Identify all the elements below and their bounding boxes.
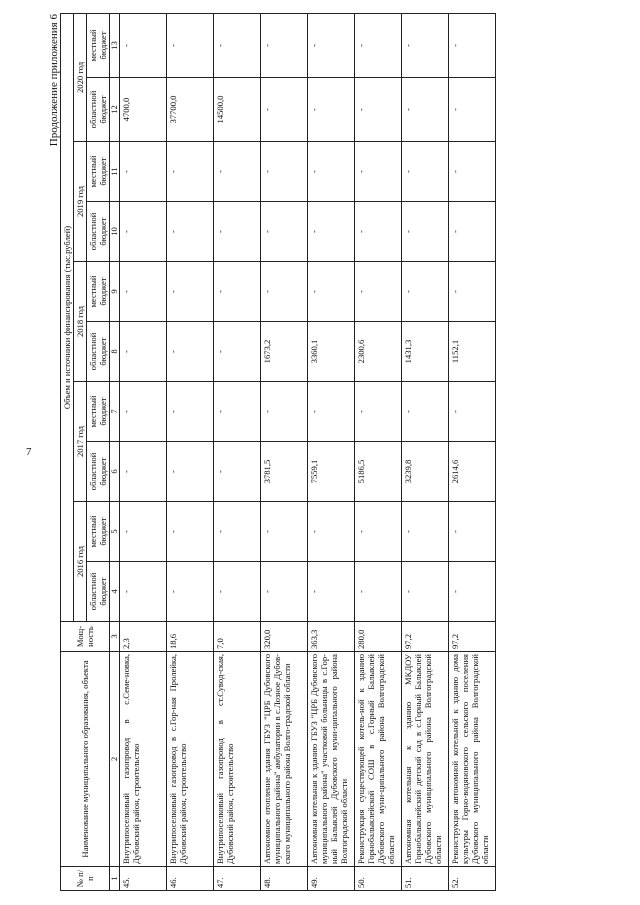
- funding-value: -: [214, 322, 261, 382]
- header-name: Наименование муниципального образования, объекта: [61, 652, 110, 867]
- funding-value: -: [261, 502, 308, 562]
- funding-value: -: [120, 562, 167, 622]
- funding-value: -: [355, 502, 402, 562]
- funding-value: 2614,6: [449, 442, 496, 502]
- funding-value: -: [214, 13, 261, 77]
- funding-value: 2300,6: [355, 322, 402, 382]
- table-body: [120, 13, 496, 890]
- table-row: [214, 13, 261, 890]
- funding-value: -: [167, 502, 214, 562]
- object-power: 363,3: [308, 622, 355, 652]
- funding-value: -: [355, 202, 402, 262]
- header-regional: областной бюджет: [87, 442, 110, 502]
- funding-value: -: [167, 13, 214, 77]
- table-row: [308, 13, 355, 890]
- header-year: 2016 год: [74, 502, 87, 622]
- funding-value: -: [214, 502, 261, 562]
- row-number: 51.: [402, 867, 449, 891]
- funding-value: 3360,1: [308, 322, 355, 382]
- header-year: 2017 год: [74, 382, 87, 502]
- funding-value: 37700,0: [167, 78, 214, 142]
- funding-value: -: [355, 262, 402, 322]
- column-number: 12: [110, 78, 120, 142]
- funding-value: 4700,0: [120, 78, 167, 142]
- header-local: местный бюджет: [87, 382, 110, 442]
- column-number: 7: [110, 382, 120, 442]
- column-number: 9: [110, 262, 120, 322]
- funding-value: -: [214, 202, 261, 262]
- funding-value: -: [308, 13, 355, 77]
- funding-value: -: [355, 13, 402, 77]
- funding-value: 1431,3: [402, 322, 449, 382]
- funding-value: -: [308, 78, 355, 142]
- header-local: местный бюджет: [87, 262, 110, 322]
- funding-value: -: [449, 562, 496, 622]
- row-number: 45.: [120, 867, 167, 891]
- funding-value: -: [167, 202, 214, 262]
- funding-value: -: [402, 142, 449, 202]
- row-number: 52.: [449, 867, 496, 891]
- funding-value: -: [214, 382, 261, 442]
- funding-value: -: [355, 142, 402, 202]
- funding-value: -: [214, 442, 261, 502]
- funding-value: -: [355, 78, 402, 142]
- row-number: 48.: [261, 867, 308, 891]
- header-power: Мощ-ность: [61, 622, 110, 652]
- object-power: 2,3: [120, 622, 167, 652]
- funding-value: -: [308, 562, 355, 622]
- funding-value: -: [261, 562, 308, 622]
- funding-value: -: [261, 78, 308, 142]
- funding-value: -: [308, 262, 355, 322]
- funding-value: -: [261, 142, 308, 202]
- object-name: Внутрипоселковый газопровод в с.Гор-ная Пролейка, Дубовский район, строительство: [167, 652, 214, 867]
- column-number: 1: [110, 867, 120, 891]
- column-number: 13: [110, 13, 120, 77]
- funding-value: -: [120, 442, 167, 502]
- funding-value: 14500,0: [214, 78, 261, 142]
- funding-value: 3239,8: [402, 442, 449, 502]
- funding-value: -: [449, 13, 496, 77]
- funding-value: -: [167, 382, 214, 442]
- row-number: 50.: [355, 867, 402, 891]
- funding-value: -: [449, 262, 496, 322]
- funding-value: -: [402, 262, 449, 322]
- funding-value: 5186,5: [355, 442, 402, 502]
- header-year: 2019 год: [74, 142, 87, 262]
- funding-value: -: [120, 142, 167, 202]
- column-number: 10: [110, 202, 120, 262]
- object-name: Автономная котельная к зданию МКДОУ Горнобалыклейский детский сад в с.Горный Балыклей Дубовского муниципального района Волгоградской области: [402, 652, 449, 867]
- funding-value: -: [214, 262, 261, 322]
- funding-value: -: [402, 13, 449, 77]
- funding-value: -: [120, 262, 167, 322]
- funding-value: -: [449, 78, 496, 142]
- column-number: 3: [110, 622, 120, 652]
- object-power: 18,6: [167, 622, 214, 652]
- table-row: [402, 13, 449, 890]
- header-regional: областной бюджет: [87, 78, 110, 142]
- object-name: Автономная котельная к зданию ГБУЗ "ЦРБ Дубовского муниципального района" участковой больницы в с.Гор-ный Балыклей Дубовского муни-ципального района Волгоградской области: [308, 652, 355, 867]
- header-year: 2020 год: [74, 13, 87, 141]
- funding-value: -: [167, 322, 214, 382]
- funding-value: -: [120, 322, 167, 382]
- object-power: 7,0: [214, 622, 261, 652]
- funding-value: -: [120, 13, 167, 77]
- funding-value: -: [214, 562, 261, 622]
- funding-value: -: [449, 142, 496, 202]
- row-number: 49.: [308, 867, 355, 891]
- funding-value: 3781,5: [261, 442, 308, 502]
- funding-value: -: [308, 202, 355, 262]
- funding-value: 1152,1: [449, 322, 496, 382]
- funding-value: -: [120, 502, 167, 562]
- funding-value: -: [449, 382, 496, 442]
- funding-value: -: [261, 202, 308, 262]
- column-number: 2: [110, 652, 120, 867]
- funding-value: -: [402, 502, 449, 562]
- table-row: [120, 13, 167, 890]
- funding-value: 1673,2: [261, 322, 308, 382]
- header-regional: областной бюджет: [87, 202, 110, 262]
- column-number: 4: [110, 562, 120, 622]
- header-financing: Объем и источники финансирования (тыс.рублей): [61, 13, 74, 621]
- column-number-row: [110, 13, 120, 890]
- header-local: местный бюджет: [87, 142, 110, 202]
- header-local: местный бюджет: [87, 502, 110, 562]
- page-number: 7: [26, 446, 32, 458]
- funding-value: -: [120, 202, 167, 262]
- header-regional: областной бюджет: [87, 322, 110, 382]
- object-name: Внутрипоселковый газопровод в ст.Сувод-ская, Дубовский район, строительство: [214, 652, 261, 867]
- funding-value: -: [402, 78, 449, 142]
- object-power: 320,0: [261, 622, 308, 652]
- header-year: 2018 год: [74, 262, 87, 382]
- funding-value: -: [355, 382, 402, 442]
- appendix-label: Продолжение приложения 6: [48, 14, 60, 147]
- table-row: [449, 13, 496, 890]
- object-name: Внутрипоселковый газопровод в с.Семе-новка, Дубовский район, строительство: [120, 652, 167, 867]
- table-row: [355, 13, 402, 890]
- funding-value: -: [402, 562, 449, 622]
- funding-value: -: [449, 202, 496, 262]
- funding-value: -: [308, 502, 355, 562]
- funding-value: -: [355, 562, 402, 622]
- row-number: 47.: [214, 867, 261, 891]
- funding-value: -: [308, 382, 355, 442]
- funding-value: -: [261, 13, 308, 77]
- header-local: местный бюджет: [87, 13, 110, 77]
- column-number: 5: [110, 502, 120, 562]
- funding-value: -: [261, 382, 308, 442]
- column-number: 8: [110, 322, 120, 382]
- funding-value: -: [120, 382, 167, 442]
- funding-value: -: [167, 142, 214, 202]
- financing-table: [60, 13, 496, 891]
- header-num: № п/п: [61, 867, 110, 891]
- table-row: [167, 13, 214, 890]
- table-row: [261, 13, 308, 890]
- funding-value: -: [167, 442, 214, 502]
- funding-value: -: [167, 562, 214, 622]
- funding-value: -: [214, 142, 261, 202]
- funding-value: -: [167, 262, 214, 322]
- row-number: 46.: [167, 867, 214, 891]
- column-number: 6: [110, 442, 120, 502]
- column-number: 11: [110, 142, 120, 202]
- header-regional: областной бюджет: [87, 562, 110, 622]
- funding-value: -: [308, 142, 355, 202]
- rotated-page-content: [46, 6, 629, 891]
- object-name: Автономное отопление здания ГБУЗ "ЦРБ Дубовского муниципального района" амбулатории в с.Лозное Дубов-ского муниципального района Волго-градской области: [261, 652, 308, 867]
- funding-value: -: [449, 502, 496, 562]
- funding-value: -: [402, 202, 449, 262]
- object-power: 97,2: [402, 622, 449, 652]
- object-name: Реконструкция существующей котель-ной к зданию Горнобалыклейской СОШ в с.Горный Балыклей Дубовского муни-ципального района Волгоградской области: [355, 652, 402, 867]
- object-name: Реконструкция автономной котельной к зданию дома культуры Горно-водяновского сельского поселения Дубовского муниципального района Волгоградской области: [449, 652, 496, 867]
- object-power: 280,0: [355, 622, 402, 652]
- funding-value: 7559,1: [308, 442, 355, 502]
- funding-value: -: [402, 382, 449, 442]
- object-power: 97,2: [449, 622, 496, 652]
- funding-value: -: [261, 262, 308, 322]
